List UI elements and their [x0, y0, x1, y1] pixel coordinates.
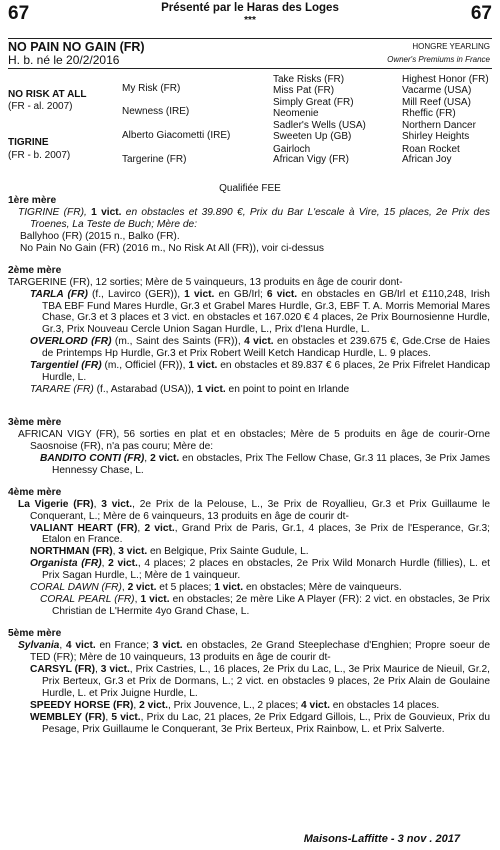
lot-number-right: 67 — [470, 3, 492, 24]
gen4-item: African Joy — [402, 154, 452, 166]
text-run: Sylvania — [18, 639, 60, 651]
produce-northman — [8, 546, 490, 558]
gen3-item: Miss Pat (FR) — [273, 84, 335, 96]
text-run: , — [121, 582, 128, 594]
text-run: , — [59, 639, 66, 651]
text-run: , — [134, 594, 141, 606]
text-run: en France; — [95, 639, 153, 651]
text-run: , Prix Jouvence, L., 2 places; — [167, 699, 302, 711]
text-run: OVERLORD (FR) — [30, 336, 112, 348]
text-run: en GB/Irl; — [214, 288, 267, 300]
gen3-item: Simply Great (FR) — [273, 97, 354, 109]
text-run: 1 vict. — [140, 594, 170, 606]
text-run: , — [137, 522, 145, 534]
produce-wembley — [8, 712, 490, 736]
second-dam-intro: TARGERINE (FR), 12 sorties; Mère de 5 vainqueurs, 13 produits en âge de courir dont- — [8, 276, 403, 288]
text-run: en obstacles et 89.837 € 6 places, 2e Prix Fifrelet Handicap Hurdle, L. — [42, 360, 491, 384]
text-run: , Prix Castries, L., 16 places, 2e Prix du Lac, L., 3e Prix Maurice de Nieuil, Gr.2, Prix Berteux, Gr.3 et Prix de Dormans, L.; 2 vict. en obstacles 9 places, 2e Prix Alain de Goulaine Hurdle, L. et Prix Juigne Hurdle, L. — [42, 663, 490, 699]
section-title-3: 3ème mère — [8, 417, 62, 428]
produce-tarla — [8, 289, 490, 337]
text-run: CORAL PEARL (FR) — [40, 594, 135, 606]
text-run: en obstacles; Mère de vainqueurs. — [243, 582, 402, 594]
text-run: TARLA (FR) — [30, 288, 88, 300]
gen4-item: Northern Dancer — [402, 120, 476, 132]
gen2-item: Targerine (FR) — [122, 154, 187, 165]
text-run: 2 vict. — [139, 699, 168, 711]
text-run: en obstacles 14 places. — [329, 699, 440, 711]
produce-tarare — [8, 384, 490, 396]
text-run: (f., Lavirco (GER)), — [87, 288, 185, 300]
gen3-column — [273, 74, 366, 165]
produce-bandito — [8, 453, 490, 477]
text-run: (f., Astarabad (USA)), — [93, 384, 197, 396]
text-run: , — [105, 711, 112, 723]
produce-overlord — [8, 336, 490, 360]
text-run: 4 vict. — [244, 336, 274, 348]
text-run: SPEEDY HORSE (FR) — [30, 699, 134, 711]
text-run: BANDITO CONTI (FR) — [40, 452, 145, 464]
produce-carsyl — [8, 664, 490, 700]
text-run: en obstacles, Prix The Fellow Chase, Gr.3 11 places, 3e Prix James Hennessy Chase, L. — [52, 452, 490, 476]
text-run: , Prix du Lac, 21 places, 2e Prix Edgard Gillois, L., Prix de Gouvieux, Prix du Pesage, Prix Guillaume le Conquerant, 3e Prix Berteux, Prix Rainbow, L. et Prix Salverte. — [42, 711, 490, 735]
section-title-4: 4ème mère — [8, 486, 62, 498]
gen4-item: Vacarme (USA) — [402, 84, 472, 96]
text-run: 2 vict. — [127, 582, 157, 594]
text-run: Targentiel (FR) — [30, 360, 102, 372]
text-run: TIGRINE (FR), — [18, 206, 92, 218]
text-run: en Belgique, Prix Sainte Gudule, L. — [147, 546, 309, 558]
text-run: 1 vict. — [214, 582, 244, 594]
third-dam-intro: AFRICAN VIGY (FR), 56 sorties en plat et en obstacles; Mère de 5 produits en âge de courir-Orne Saosnoise (FR), n'a pas couru; Mère de: — [18, 428, 490, 452]
text-run: , 2e Prix de la Pelouse, L., 3e Prix de Royallieu, Gr.3 et Prix Guillaume le Conquerant, L.; Mère de 6 vainqueurs, 13 produits en âge de courir dt- — [30, 498, 490, 522]
text-run: 2 vict. — [108, 558, 138, 570]
gen4-item: Highest Honor (FR) — [402, 74, 489, 85]
text-run: Organista (FR) — [30, 558, 102, 570]
stars: *** — [244, 15, 256, 26]
gen2-item: My Risk (FR) — [122, 83, 181, 94]
gen4-column — [402, 74, 489, 165]
text-run: , — [95, 663, 101, 675]
gen4-item: Roan Rocket — [402, 143, 460, 155]
text-run: (m., Officiel (FR)), — [101, 360, 189, 372]
text-run: 3 vict. — [118, 546, 148, 558]
text-run: , — [93, 498, 102, 510]
produce-line: Ballyhoo (FR) (2015 n., Balko (FR). — [20, 230, 180, 242]
horse-category: HONGRE YEARLING — [412, 42, 490, 51]
gen3-item: Sadler's Wells (USA) — [273, 120, 366, 132]
text-run: (m., Saint des Saints (FR)), — [111, 336, 245, 348]
text-run: en obstacles et 39.890 €, Prix du Bar L'escale à Vire, 15 places, 2e Prix des Troenes, La Teste de Buch; Mère de: — [30, 206, 490, 230]
text-run: La Vigerie (FR) — [18, 498, 94, 510]
text-run: et 5 places; — [156, 582, 215, 594]
text-run: en obstacles en GB/Irl et £110,248, Irish TBA EBF Fund Mares Hurdle, Gr.3 et Grabel Mares Hurdle, Gr.3, EBF T. A. Morris Memorial Mares Chase, Gr.3 et 3 places et 3 vict. en obstacles et 167.020 € 4 places, 2e Prix Bournosienne Hurdle, Gr.3, Prix Nouveau Cercle Union Sagan Hurdle, L., Prix d'Iena Hurdle, L. — [42, 288, 490, 336]
produce-valiant — [8, 523, 490, 547]
produce-speedy — [8, 700, 490, 712]
produce-coral-dawn — [8, 582, 490, 594]
text-run: 3 vict. — [100, 663, 130, 675]
section-title-1: 1ère mère — [8, 195, 57, 206]
text-run: , — [144, 452, 151, 464]
produce-targentiel — [8, 360, 490, 384]
gen3-item: Take Risks (FR) — [273, 74, 345, 85]
qualification: Qualifiée FEE — [219, 183, 281, 194]
produce-coral-pearl — [8, 594, 490, 618]
text-run: 1 vict. — [91, 206, 122, 218]
gen3-item: Gairloch — [273, 143, 311, 155]
text-run: CARSYL (FR) — [30, 663, 96, 675]
text-run: en obstacles; 2e mère Like A Player (FR): 2 vict. en obstacles, 3e Prix Christian de L'Hermite 4yo Grand Chase, L. — [52, 594, 491, 618]
fifth-dam-intro — [8, 640, 490, 664]
lot-number: 67 — [8, 3, 30, 24]
section-title-5: 5ème mère — [8, 628, 62, 639]
owners-premiums: Owner's Premiums in France — [387, 55, 490, 64]
text-run: 3 vict. — [101, 498, 133, 510]
text-run: en point to point en Irlande — [225, 384, 350, 396]
text-run: , 4 places; 2 places en obstacles, 2e Prix Wild Monarch Hurdle (fillies), L. et Prix Sagan Hurdle, L.; Mère de 1 vainqueur. — [42, 558, 490, 582]
presenter: Présenté par le Haras des Loges — [161, 2, 339, 14]
produce-line: No Pain No Gain (FR) (2016 m., No Risk At All (FR)), voir ci-dessus — [20, 242, 325, 254]
text-run: 4 vict. — [65, 639, 96, 651]
gen2-item: Newness (IRE) — [122, 106, 190, 117]
text-run: 1 vict. — [184, 288, 215, 300]
section-title-2: 2ème mère — [8, 264, 62, 276]
text-run: , — [101, 558, 109, 570]
produce-organista — [8, 558, 490, 582]
text-run: 5 vict. — [111, 711, 141, 723]
mid-rule — [8, 68, 492, 69]
dam-paragraph — [8, 207, 490, 231]
dam-name: TIGRINE — [8, 137, 49, 148]
dam-info: (FR - b. 2007) — [8, 150, 71, 161]
text-run: 1 vict. — [188, 360, 218, 372]
top-rule — [8, 38, 492, 39]
text-run: 6 vict. — [266, 288, 298, 300]
text-run: 2 vict. — [150, 452, 180, 464]
pedigree-notes — [8, 195, 490, 735]
text-run: en obstacles, 2e Grand Steeplechase d'Enghien; Propre soeur de TED (FR); Mère de 10 vainqueurs, 13 produits en âge de courir dt- — [30, 639, 490, 663]
fourth-dam-intro — [8, 499, 490, 523]
text-run: 2 vict. — [144, 522, 175, 534]
text-run: en obstacles et 239.675 €, Gde.Crse de Haies de Printemps Hp Hurdle, Gr.3 et Prix Robert Weill Ketch Handicap Hurdle, L. 9 places. — [42, 336, 490, 360]
sire-info: (FR - al. 2007) — [8, 101, 73, 112]
gen4-item: Shirley Heights — [402, 130, 470, 142]
text-run: NORTHMAN (FR) — [30, 546, 113, 558]
gen3-item: Sweeten Up (GB) — [273, 130, 352, 142]
text-run: , — [133, 699, 140, 711]
text-run: 4 vict. — [301, 699, 330, 711]
gen2-item: Alberto Giacometti (IRE) — [122, 130, 231, 141]
sale-footer: Maisons-Laffitte - 3 nov . 2017 — [303, 833, 460, 845]
sire-name: NO RISK AT ALL — [8, 89, 87, 100]
gen3-item: Neomenie — [273, 107, 319, 119]
text-run: , Grand Prix de Paris, Gr.1, 4 places, 3e Prix de l'Esperance, Gr.3; Etalon en France. — [42, 522, 490, 546]
text-run: 3 vict. — [152, 639, 183, 651]
horse-info: H. b. né le 20/2/2016 — [8, 53, 120, 67]
gen3-item: African Vigy (FR) — [273, 154, 349, 166]
text-run: TARARE (FR) — [30, 384, 94, 396]
horse-name: NO PAIN NO GAIN (FR) — [8, 40, 145, 54]
text-run: CORAL DAWN (FR) — [30, 582, 122, 594]
gen4-item: Rheffic (FR) — [402, 107, 456, 119]
text-run: , — [112, 546, 119, 558]
text-run: WEMBLEY (FR) — [30, 711, 106, 723]
gen4-item: Mill Reef (USA) — [402, 97, 471, 109]
text-run: 1 vict. — [196, 384, 226, 396]
text-run: VALIANT HEART (FR) — [30, 522, 138, 534]
